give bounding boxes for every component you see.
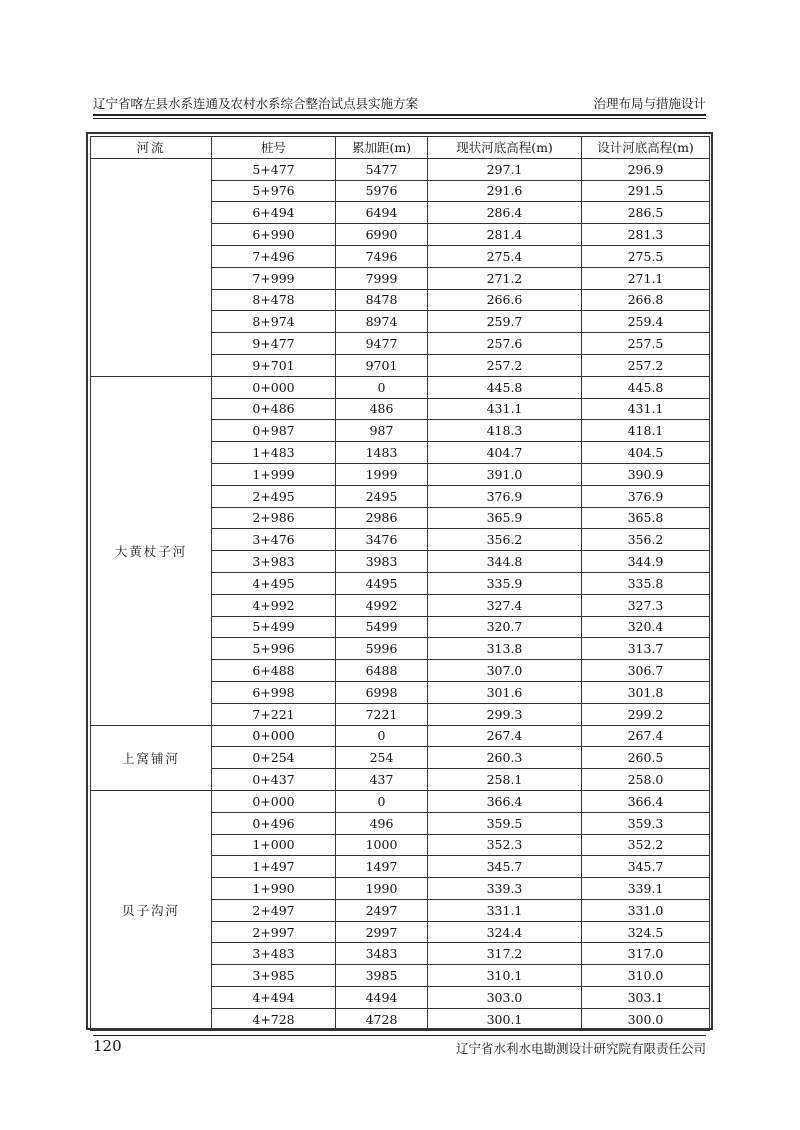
station-cell: 4+495 [212,572,336,594]
existing-elevation-cell: 267.4 [428,725,582,747]
river-name-cell [91,158,212,376]
design-elevation-cell: 320.4 [582,616,710,638]
cumulative-distance-cell: 5976 [336,180,428,202]
station-cell: 7+496 [212,245,336,267]
cumulative-distance-cell: 6998 [336,681,428,703]
station-cell: 1+999 [212,463,336,485]
cumulative-distance-cell: 6990 [336,224,428,246]
existing-elevation-cell: 365.9 [428,507,582,529]
table-row [91,376,710,398]
existing-elevation-cell: 310.1 [428,965,582,987]
station-cell: 0+496 [212,812,336,834]
cumulative-distance-cell: 6488 [336,660,428,682]
station-cell: 0+000 [212,725,336,747]
design-elevation-cell: 260.5 [582,747,710,769]
existing-elevation-cell: 366.4 [428,790,582,812]
table-body [91,158,710,1030]
cumulative-distance-cell: 9477 [336,333,428,355]
table-row [91,158,710,180]
table-row [91,790,710,812]
cumulative-distance-cell: 4992 [336,594,428,616]
design-elevation-cell: 335.8 [582,572,710,594]
existing-elevation-cell: 418.3 [428,420,582,442]
cumulative-distance-cell: 7221 [336,703,428,725]
existing-elevation-cell: 317.2 [428,943,582,965]
station-cell: 0+486 [212,398,336,420]
cumulative-distance-cell: 2986 [336,507,428,529]
cumulative-distance-cell: 437 [336,769,428,791]
cumulative-distance-cell: 7496 [336,245,428,267]
existing-elevation-cell: 356.2 [428,529,582,551]
station-cell: 3+476 [212,529,336,551]
design-elevation-cell: 365.8 [582,507,710,529]
cumulative-distance-cell: 2497 [336,899,428,921]
station-cell: 4+992 [212,594,336,616]
design-elevation-cell: 291.5 [582,180,710,202]
station-cell: 3+483 [212,943,336,965]
cumulative-distance-cell: 8974 [336,311,428,333]
station-cell: 5+996 [212,638,336,660]
existing-elevation-cell: 431.1 [428,398,582,420]
station-cell: 9+701 [212,354,336,376]
cumulative-distance-cell: 1497 [336,856,428,878]
institute-name: 辽宁省水利水电勘测设计研究院有限责任公司 [455,1041,706,1056]
station-cell: 5+976 [212,180,336,202]
station-cell: 0+987 [212,420,336,442]
design-elevation-cell: 317.0 [582,943,710,965]
station-cell: 5+499 [212,616,336,638]
station-cell: 6+998 [212,681,336,703]
cumulative-distance-cell: 5499 [336,616,428,638]
design-elevation-cell: 327.3 [582,594,710,616]
station-cell: 7+999 [212,267,336,289]
cumulative-distance-cell: 2495 [336,485,428,507]
cumulative-distance-cell: 3985 [336,965,428,987]
cumulative-distance-cell: 4494 [336,987,428,1009]
station-cell: 2+986 [212,507,336,529]
existing-elevation-cell: 301.6 [428,681,582,703]
design-elevation-cell: 404.5 [582,442,710,464]
design-elevation-cell: 345.7 [582,856,710,878]
station-cell: 4+494 [212,987,336,1009]
station-cell: 0+254 [212,747,336,769]
cumulative-distance-cell: 5996 [336,638,428,660]
station-cell: 6+494 [212,202,336,224]
station-cell: 0+000 [212,376,336,398]
page-header [93,94,706,112]
river-name-cell: 上窝铺河 [91,725,212,790]
existing-elevation-cell: 445.8 [428,376,582,398]
design-elevation-cell: 257.5 [582,333,710,355]
cumulative-distance-cell: 3483 [336,943,428,965]
existing-elevation-cell: 327.4 [428,594,582,616]
existing-elevation-cell: 335.9 [428,572,582,594]
station-cell: 0+437 [212,769,336,791]
existing-elevation-cell: 291.6 [428,180,582,202]
footer-rule [93,1035,706,1036]
existing-elevation-cell: 391.0 [428,463,582,485]
design-elevation-cell: 324.5 [582,921,710,943]
cumulative-distance-cell: 1483 [336,442,428,464]
cumulative-distance-cell: 1000 [336,834,428,856]
existing-elevation-cell: 299.3 [428,703,582,725]
station-cell: 2+497 [212,899,336,921]
design-elevation-cell: 352.2 [582,834,710,856]
existing-elevation-cell: 266.6 [428,289,582,311]
design-elevation-cell: 286.5 [582,202,710,224]
design-elevation-cell: 267.4 [582,725,710,747]
existing-elevation-cell: 352.3 [428,834,582,856]
existing-elevation-cell: 404.7 [428,442,582,464]
existing-elevation-cell: 345.7 [428,856,582,878]
cumulative-distance-cell: 254 [336,747,428,769]
station-cell: 0+000 [212,790,336,812]
design-elevation-cell: 259.4 [582,311,710,333]
column-header-cumulative-distance: 累加距(m) [336,137,428,159]
design-elevation-cell: 271.1 [582,267,710,289]
existing-elevation-cell: 271.2 [428,267,582,289]
existing-elevation-cell: 331.1 [428,899,582,921]
station-cell: 8+478 [212,289,336,311]
design-elevation-cell: 299.2 [582,703,710,725]
existing-elevation-cell: 286.4 [428,202,582,224]
design-elevation-cell: 303.1 [582,987,710,1009]
cumulative-distance-cell: 4495 [336,572,428,594]
existing-elevation-cell: 307.0 [428,660,582,682]
design-elevation-cell: 310.0 [582,965,710,987]
existing-elevation-cell: 344.8 [428,551,582,573]
station-cell: 1+000 [212,834,336,856]
cumulative-distance-cell: 2997 [336,921,428,943]
section-title: 治理布局与措施设计 [593,96,706,111]
design-elevation-cell: 296.9 [582,158,710,180]
existing-elevation-cell: 303.0 [428,987,582,1009]
cumulative-distance-cell: 3476 [336,529,428,551]
station-cell: 2+997 [212,921,336,943]
design-elevation-cell: 445.8 [582,376,710,398]
existing-elevation-cell: 281.4 [428,224,582,246]
elevation-table [90,136,710,1031]
cumulative-distance-cell: 0 [336,790,428,812]
design-elevation-cell: 418.1 [582,420,710,442]
design-elevation-cell: 306.7 [582,660,710,682]
station-cell: 3+983 [212,551,336,573]
cumulative-distance-cell: 486 [336,398,428,420]
existing-elevation-cell: 320.7 [428,616,582,638]
design-elevation-cell: 266.8 [582,289,710,311]
existing-elevation-cell: 376.9 [428,485,582,507]
station-cell: 6+488 [212,660,336,682]
station-cell: 1+990 [212,878,336,900]
cumulative-distance-cell: 496 [336,812,428,834]
column-header-river: 河流 [91,137,212,159]
table-row [91,725,710,747]
station-cell: 6+990 [212,224,336,246]
existing-elevation-cell: 359.5 [428,812,582,834]
existing-elevation-cell: 300.1 [428,1008,582,1030]
station-cell: 5+477 [212,158,336,180]
existing-elevation-cell: 275.4 [428,245,582,267]
column-header-existing-elevation: 现状河底高程(m) [428,137,582,159]
design-elevation-cell: 301.8 [582,681,710,703]
cumulative-distance-cell: 4728 [336,1008,428,1030]
design-elevation-cell: 331.0 [582,899,710,921]
design-elevation-cell: 431.1 [582,398,710,420]
river-name-cell: 大黄杖子河 [91,376,212,725]
design-elevation-cell: 258.0 [582,769,710,791]
header-rule [93,114,706,116]
design-elevation-cell: 257.2 [582,354,710,376]
station-cell: 2+495 [212,485,336,507]
table-header-row [91,137,710,159]
page-number: 120 [93,1037,122,1055]
station-cell: 4+728 [212,1008,336,1030]
existing-elevation-cell: 258.1 [428,769,582,791]
station-cell: 1+483 [212,442,336,464]
design-elevation-cell: 356.2 [582,529,710,551]
existing-elevation-cell: 339.3 [428,878,582,900]
cumulative-distance-cell: 5477 [336,158,428,180]
column-header-design-elevation: 设计河底高程(m) [582,137,710,159]
existing-elevation-cell: 260.3 [428,747,582,769]
design-elevation-cell: 366.4 [582,790,710,812]
station-cell: 3+985 [212,965,336,987]
document-title: 辽宁省喀左县水系连通及农村水系综合整治试点县实施方案 [93,96,419,111]
design-elevation-cell: 359.3 [582,812,710,834]
river-name-cell: 贝子沟河 [91,790,212,1030]
design-elevation-cell: 344.9 [582,551,710,573]
station-cell: 9+477 [212,333,336,355]
header-rule-thin [93,118,706,119]
cumulative-distance-cell: 9701 [336,354,428,376]
cumulative-distance-cell: 3983 [336,551,428,573]
existing-elevation-cell: 259.7 [428,311,582,333]
existing-elevation-cell: 257.6 [428,333,582,355]
station-cell: 7+221 [212,703,336,725]
station-cell: 8+974 [212,311,336,333]
existing-elevation-cell: 324.4 [428,921,582,943]
existing-elevation-cell: 257.2 [428,354,582,376]
design-elevation-cell: 339.1 [582,878,710,900]
cumulative-distance-cell: 1990 [336,878,428,900]
design-elevation-cell: 300.0 [582,1008,710,1030]
cumulative-distance-cell: 7999 [336,267,428,289]
cumulative-distance-cell: 0 [336,725,428,747]
existing-elevation-cell: 297.1 [428,158,582,180]
design-elevation-cell: 390.9 [582,463,710,485]
existing-elevation-cell: 313.8 [428,638,582,660]
design-elevation-cell: 281.3 [582,224,710,246]
column-header-station: 桩号 [212,137,336,159]
cumulative-distance-cell: 987 [336,420,428,442]
cumulative-distance-cell: 1999 [336,463,428,485]
design-elevation-cell: 376.9 [582,485,710,507]
cumulative-distance-cell: 6494 [336,202,428,224]
cumulative-distance-cell: 8478 [336,289,428,311]
station-cell: 1+497 [212,856,336,878]
design-elevation-cell: 275.5 [582,245,710,267]
design-elevation-cell: 313.7 [582,638,710,660]
cumulative-distance-cell: 0 [336,376,428,398]
